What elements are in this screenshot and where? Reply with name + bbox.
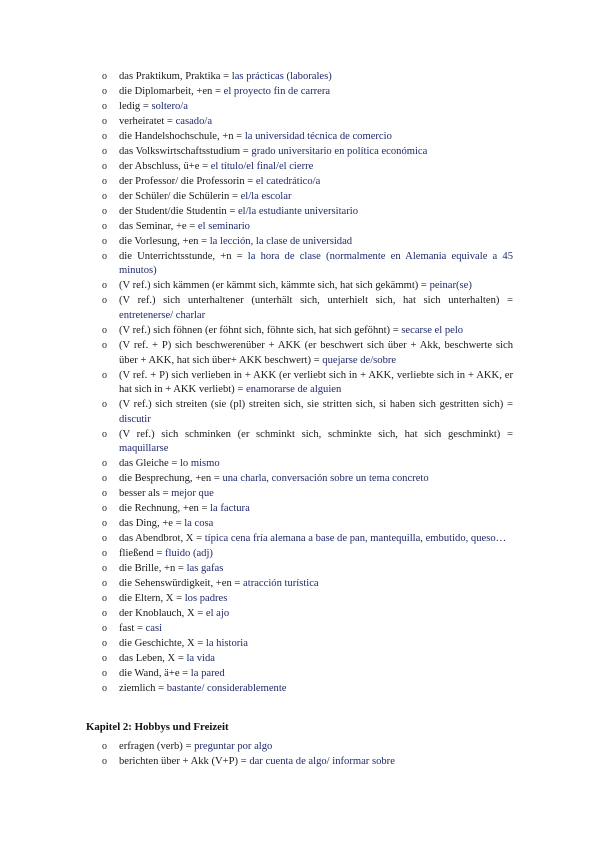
german-term: die Brille, +n = [119,563,187,575]
list-item [101,279,513,294]
bullet-icon: o [102,280,107,292]
german-term: (V ref. + P) sich beschwerenüber + AKK (er beschwert sich über + Akk, beschwerte sich über + AKK, hat sich über+ AKK beschwert) = [119,339,513,366]
bullet-icon: o [102,488,107,500]
list-item [101,607,513,622]
german-term: der Schüler/ die Schülerin = [119,190,241,202]
bullet-icon: o [102,533,107,545]
bullet-icon: o [102,503,107,515]
bullet-icon: o [102,458,107,470]
german-term: das Praktikum, Praktika = [119,71,232,82]
german-term: das Gleiche = [119,458,180,470]
spanish-translation: grado universitario en política económica [251,145,428,157]
list-item [101,755,513,770]
list-item [101,517,513,532]
spanish-translation: la pared [190,668,225,680]
spanish-translation: peinar(se) [429,280,472,292]
german-term: das Abendbrot, X = [119,533,205,545]
spanish-translation: el catedrático/a [255,175,321,187]
spanish-translation: la historia [205,638,248,650]
bullet-icon: o [102,85,107,97]
spanish-translation: soltero/a [151,100,188,112]
german-term: die Diplomarbeit, +en = [119,85,224,97]
german-term: (V ref.) sich unterhaltener (unterhält sich, unterhielt sich, hat sich unterhalten) = [119,295,513,307]
bullet-icon: o [102,548,107,560]
bullet-icon: o [102,578,107,590]
list-item [101,398,513,427]
german-term: ziemlich = [119,683,167,695]
bullet-icon: o [102,235,107,247]
spanish-translation: preguntar por algo [194,741,273,752]
spanish-translation: el ajo [205,608,230,620]
spanish-translation: las gafas [186,563,224,575]
german-term: das Seminar, +e = [119,220,198,232]
bullet-icon: o [102,473,107,485]
spanish-translation: casi [145,623,163,635]
german-term: besser als = [119,488,172,500]
bullet-icon: o [102,220,107,232]
list-item [101,220,513,235]
list-item [101,235,513,250]
german-term: ledig = [119,100,152,112]
german-term: (V ref.) sich kämmen (er kämmt sich, kämmte sich, hat sich gekämmt) = [119,280,430,292]
bullet-icon: o [102,175,107,187]
list-item [101,175,513,190]
german-term: berichten über + Akk (V+P) = [119,755,250,767]
bullet-icon: o [102,339,107,351]
list-item [101,115,513,130]
list-item [101,637,513,652]
list-item [101,652,513,667]
spanish-translation: la lección, la clase de universidad [209,235,353,247]
bullet-icon: o [102,115,107,127]
german-term: der Professor/ die Professorin = [119,175,256,187]
spanish-translation: discutir [119,413,151,425]
german-term: (V ref.) sich föhnen (er föhnt sich, föhnte sich, hat sich geföhnt) = [119,324,402,336]
bullet-icon: o [102,160,107,172]
list-item [101,85,513,100]
section-heading: Kapitel 2: Hobbys und Freizeit [86,721,229,733]
bullet-icon: o [102,518,107,530]
german-term: die Eltern, X = [119,593,185,605]
list-item [101,667,513,682]
spanish-translation: quejarse de/sobre [322,354,397,366]
list-item [101,547,513,562]
bullet-icon: o [102,130,107,142]
spanish-translation: dar cuenta de algo/ informar sobre [249,755,395,767]
german-term: das Ding, +e = [119,518,185,530]
german-term: (V ref.) sich streiten (sie (pl) streiten sich, sie stritten sich, si haben sich gestritten sich) = [119,399,513,411]
bullet-icon: o [102,668,107,680]
german-term: die Rechnung, +en = [119,503,211,515]
list-item [101,487,513,502]
spanish-translation: bastante/ considerablemente [166,683,287,695]
bullet-icon: o [102,608,107,620]
spanish-translation: la vida [186,653,216,665]
list-item [101,577,513,592]
bullet-icon: o [102,653,107,665]
bullet-icon: o [102,428,107,440]
spanish-translation: el/la estudiante universitario [237,205,358,217]
german-term: die Unterrichtsstunde, +n = [119,250,248,262]
bullet-icon: o [102,250,107,262]
spanish-translation: secarse el pelo [401,324,464,336]
spanish-translation: el seminario [197,220,250,232]
spanish-translation: mejor que [171,488,214,500]
spanish-translation: la factura [210,503,250,515]
bullet-icon: o [102,593,107,605]
german-term: die Besprechung, +en = [119,473,223,485]
bullet-icon: o [102,399,107,411]
spanish-translation: las prácticas (laborales) [231,71,332,82]
spanish-translation: entretenerse/ charlar [119,309,206,321]
bullet-icon: o [102,369,107,381]
german-term: das Leben, X = [119,653,187,665]
list-item [101,472,513,487]
list-item [101,682,513,697]
bullet-icon: o [102,324,107,336]
list-item [101,622,513,637]
bullet-icon: o [102,623,107,635]
bullet-icon: o [102,741,107,752]
bullet-icon: o [102,683,107,695]
spanish-translation: la cosa [184,518,214,530]
german-term: die Wand, ä+e = [119,668,191,680]
spanish-translation: una charla, conversación sobre un tema concreto [222,473,429,485]
german-term: die Geschichte, X = [119,638,206,650]
german-term: die Vorlesung, +en = [119,235,210,247]
list-item [101,324,513,339]
spanish-translation: atracción turística [243,578,319,590]
bullet-icon: o [102,295,107,307]
spanish-translation: típica cena fría alemana a base de pan, mantequilla, embutido, queso… [204,533,507,545]
list-item [101,457,513,472]
spanish-translation: maquillarse [119,443,169,455]
list-item [101,740,513,755]
bullet-icon: o [102,563,107,575]
spanish-translation: lo mismo [179,458,220,470]
list-item [101,592,513,607]
bullet-icon: o [102,71,107,82]
german-term: erfragen (verb) = [119,741,195,752]
bullet-icon: o [102,205,107,217]
spanish-translation: los padres [184,593,228,605]
german-term: die Handelshochschule, +n = [119,130,245,142]
list-item [101,160,513,175]
spanish-translation: casado/a [175,115,213,127]
list-item [101,339,513,368]
german-term: (V ref. + P) sich verlieben in + AKK (er verliebt sich in + AKK, verliebte sich in + AKK, er hat sich in + AKK verliebt) = [119,369,513,396]
spanish-translation: el proyecto fin de carrera [223,85,331,97]
german-term: das Volkswirtschaftsstudium = [119,145,252,157]
spanish-translation: la universidad técnica de comercio [244,130,392,142]
german-term: die Sehenswürdigkeit, +en = [119,578,244,590]
list-item [101,562,513,577]
list-item [101,100,513,115]
german-term: fließend = [119,548,165,560]
german-term: (V ref.) sich schminken (er schminkt sich, schminkte sich, hat sich geschminkt) = [119,428,513,440]
bullet-icon: o [102,100,107,112]
list-item [101,130,513,145]
list-item [101,70,513,85]
german-term: fast = [119,623,146,635]
list-item [101,250,513,279]
list-item [101,145,513,160]
spanish-translation: fluido (adj) [164,548,213,560]
list-item [101,428,513,457]
spanish-translation: la hora de clase (normalmente en Alemania equivale a 45 minutos) [119,250,514,277]
vocabulary-list [101,70,513,697]
bullet-icon: o [102,755,107,767]
list-item [101,190,513,205]
list-item [101,502,513,517]
spanish-translation: enamorarse de alguien [246,384,342,396]
german-term: der Knoblauch, X = [119,608,206,620]
german-term: verheiratet = [119,115,176,127]
bullet-icon: o [102,145,107,157]
list-item [101,369,513,398]
vocabulary-list-kapitel-2 [101,740,513,770]
spanish-translation: el/la escolar [240,190,292,202]
list-item [101,294,513,323]
bullet-icon: o [102,190,107,202]
german-term: der Student/die Studentin = [119,205,238,217]
german-term: der Abschluss, ü+e = [119,160,211,172]
spanish-translation: el título/el final/el cierre [210,160,314,172]
list-item [101,532,513,547]
list-item [101,205,513,220]
bullet-icon: o [102,638,107,650]
